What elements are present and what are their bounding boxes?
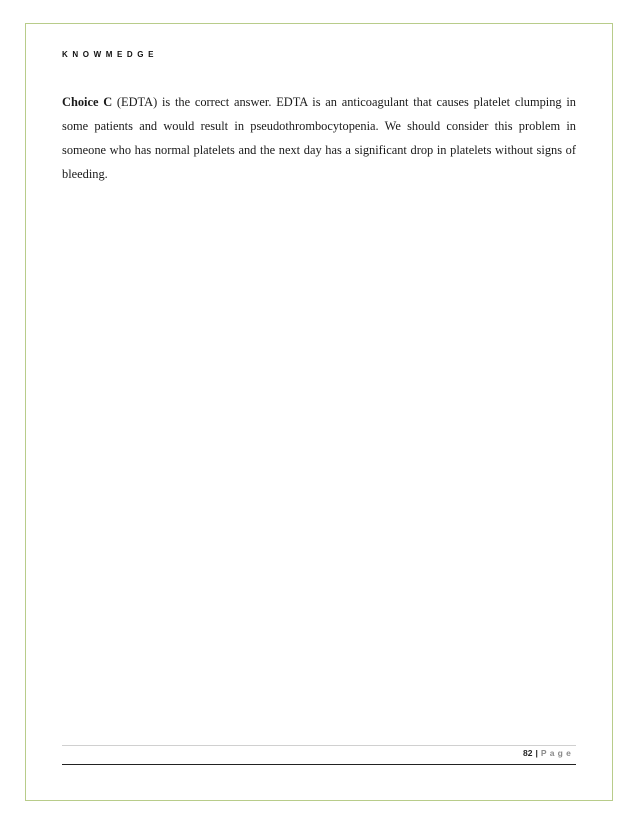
page-label: Page xyxy=(540,748,574,758)
page-footer xyxy=(62,745,576,765)
footer-separator: | xyxy=(535,748,538,758)
choice-label: Choice C xyxy=(62,95,113,109)
running-header: KNOWMEDGE xyxy=(62,50,159,59)
page-number-block xyxy=(523,748,574,758)
answer-explanation xyxy=(62,90,576,186)
page-number: 82 xyxy=(523,748,533,758)
explanation-text: (EDTA) is the correct answer. EDTA is an anticoagulant that causes platelet clumping in some patients and would result in pseudothrombocytopenia. We should consider this problem in someone who has normal platelets and the next day has a significant drop in platelets without signs of bleeding. xyxy=(62,95,576,181)
